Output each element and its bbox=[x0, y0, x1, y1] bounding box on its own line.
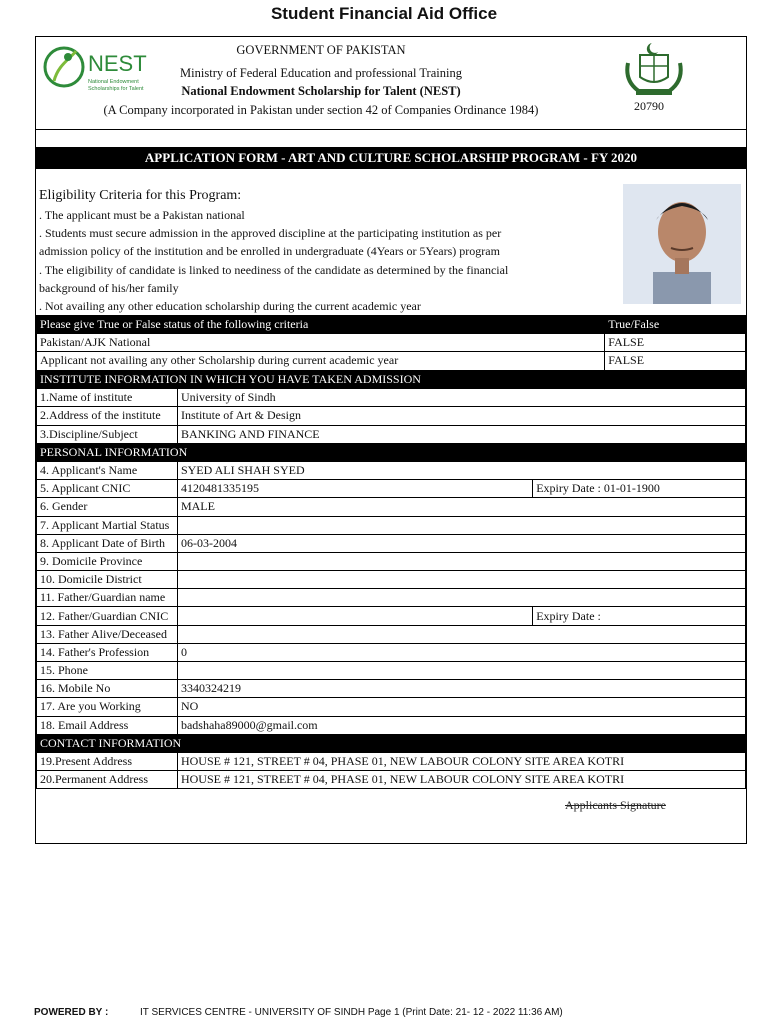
table-row bbox=[37, 498, 746, 516]
table-row bbox=[37, 480, 746, 498]
field-label: 5. Applicant CNIC bbox=[37, 480, 178, 498]
field-label: 8. Applicant Date of Birth bbox=[37, 534, 178, 552]
form-title: APPLICATION FORM - ART AND CULTURE SCHOLARSHIP PROGRAM - FY 2020 bbox=[36, 147, 746, 169]
table-row bbox=[37, 680, 746, 698]
field-label: 15. Phone bbox=[37, 662, 178, 680]
field-value bbox=[177, 589, 745, 607]
field-value: BANKING AND FINANCE bbox=[177, 425, 745, 443]
table-row bbox=[37, 698, 746, 716]
table-row bbox=[37, 334, 746, 352]
field-label: 4. Applicant's Name bbox=[37, 461, 178, 479]
field-value: Institute of Art & Design bbox=[177, 407, 745, 425]
field-value bbox=[177, 571, 745, 589]
header-line-4: (A Company incorporated in Pakistan under section 42 of Companies Ordinance 1984) bbox=[103, 103, 539, 117]
table-row bbox=[37, 571, 746, 589]
expiry-date: Expiry Date : 01-01-1900 bbox=[533, 480, 746, 498]
application-form bbox=[35, 36, 747, 844]
field-value: NO bbox=[177, 698, 745, 716]
eligibility-line: . Not availing any other education scholarship during the current academic year bbox=[39, 299, 421, 313]
field-value: University of Sindh bbox=[177, 389, 745, 407]
personal-section-header: PERSONAL INFORMATION bbox=[37, 443, 746, 461]
field-value: 06-03-2004 bbox=[177, 534, 745, 552]
criteria-value: FALSE bbox=[605, 352, 746, 370]
field-label: 11. Father/Guardian name bbox=[37, 589, 178, 607]
table-row bbox=[37, 407, 746, 425]
field-label: 7. Applicant Martial Status bbox=[37, 516, 178, 534]
field-value bbox=[177, 662, 745, 680]
table-row bbox=[37, 352, 746, 370]
applicant-photo bbox=[623, 184, 741, 304]
table-row bbox=[37, 662, 746, 680]
table-row bbox=[37, 389, 746, 407]
divider bbox=[36, 129, 746, 130]
eligibility-line: . The applicant must be a Pakistan national bbox=[39, 208, 245, 222]
table-row bbox=[37, 534, 746, 552]
header-line-2: Ministry of Federal Education and professional Training bbox=[180, 66, 462, 80]
field-label: 13. Father Alive/Deceased bbox=[37, 625, 178, 643]
footer-text: IT SERVICES CENTRE - UNIVERSITY OF SINDH Page 1 (Print Date: 21- 12 - 2022 11:36 AM) bbox=[140, 1007, 563, 1018]
form-code: 20790 bbox=[634, 99, 664, 113]
field-label: 19.Present Address bbox=[37, 752, 178, 770]
eligibility-line: background of his/her family bbox=[39, 281, 179, 295]
table-row bbox=[37, 716, 746, 734]
applicant-signature-label: Applicants Signature bbox=[565, 798, 666, 812]
field-value bbox=[177, 516, 745, 534]
eligibility-line: . Students must secure admission in the approved discipline at the participating institution as per bbox=[39, 226, 502, 240]
criteria-header: Please give True or False status of the following criteria bbox=[37, 316, 605, 334]
criteria-value: FALSE bbox=[605, 334, 746, 352]
expiry-date: Expiry Date : bbox=[533, 607, 746, 625]
table-row bbox=[37, 607, 746, 625]
field-value: 0 bbox=[177, 643, 745, 661]
eligibility-heading: Eligibility Criteria for this Program: bbox=[39, 188, 242, 203]
criteria-label: Pakistan/AJK National bbox=[37, 334, 605, 352]
field-label: 2.Address of the institute bbox=[37, 407, 178, 425]
criteria-label: Applicant not availing any other Scholarship during current academic year bbox=[37, 352, 605, 370]
table-row bbox=[37, 771, 746, 789]
criteria-header-row bbox=[37, 316, 746, 334]
state-emblem-icon bbox=[622, 41, 686, 101]
criteria-header-value: True/False bbox=[605, 316, 746, 334]
table-row bbox=[37, 552, 746, 570]
field-label: 9. Domicile Province bbox=[37, 552, 178, 570]
field-value: 3340324219 bbox=[177, 680, 745, 698]
footer-powered-label: POWERED BY : bbox=[34, 1007, 109, 1018]
header-line-1: GOVERNMENT OF PAKISTAN bbox=[236, 43, 406, 57]
field-value: HOUSE # 121, STREET # 04, PHASE 01, NEW LABOUR COLONY SITE AREA KOTRI bbox=[177, 771, 745, 789]
page-title: Student Financial Aid Office bbox=[270, 4, 498, 23]
table-row bbox=[37, 643, 746, 661]
logo-subtext-1: National Endowment bbox=[88, 79, 139, 85]
field-value bbox=[177, 625, 745, 643]
form-header bbox=[36, 37, 746, 129]
field-value bbox=[177, 552, 745, 570]
institute-section-header: INSTITUTE INFORMATION IN WHICH YOU HAVE TAKEN ADMISSION bbox=[37, 371, 746, 389]
eligibility-line: . The eligibility of candidate is linked to neediness of the candidate as determined by the financial bbox=[39, 263, 509, 277]
criteria-table bbox=[36, 315, 746, 371]
field-label: 3.Discipline/Subject bbox=[37, 425, 178, 443]
field-value: 4120481335195 bbox=[177, 480, 532, 498]
contact-section-header: CONTACT INFORMATION bbox=[37, 734, 746, 752]
logo-text: NEST bbox=[88, 51, 147, 76]
table-row bbox=[37, 625, 746, 643]
table-row bbox=[37, 516, 746, 534]
details-table bbox=[36, 370, 746, 789]
field-label: 12. Father/Guardian CNIC bbox=[37, 607, 178, 625]
header-line-3: National Endowment Scholarship for Talent (NEST) bbox=[181, 84, 461, 98]
field-value: SYED ALI SHAH SYED bbox=[177, 461, 745, 479]
table-row bbox=[37, 589, 746, 607]
field-label: 17. Are you Working bbox=[37, 698, 178, 716]
field-label: 16. Mobile No bbox=[37, 680, 178, 698]
field-value bbox=[177, 607, 532, 625]
field-label: 6. Gender bbox=[37, 498, 178, 516]
field-label: 14. Father's Profession bbox=[37, 643, 178, 661]
field-value: badshaha89000@gmail.com bbox=[177, 716, 745, 734]
eligibility-line: admission policy of the institution and be enrolled in undergraduate (4Years or 5Years) program bbox=[39, 244, 500, 258]
field-label: 1.Name of institute bbox=[37, 389, 178, 407]
table-row bbox=[37, 752, 746, 770]
field-label: 10. Domicile District bbox=[37, 571, 178, 589]
logo-subtext-2: Scholarships for Talent bbox=[88, 86, 144, 92]
field-label: 20.Permanent Address bbox=[37, 771, 178, 789]
field-label: 18. Email Address bbox=[37, 716, 178, 734]
field-value: MALE bbox=[177, 498, 745, 516]
table-row bbox=[37, 461, 746, 479]
table-row bbox=[37, 425, 746, 443]
field-value: HOUSE # 121, STREET # 04, PHASE 01, NEW LABOUR COLONY SITE AREA KOTRI bbox=[177, 752, 745, 770]
